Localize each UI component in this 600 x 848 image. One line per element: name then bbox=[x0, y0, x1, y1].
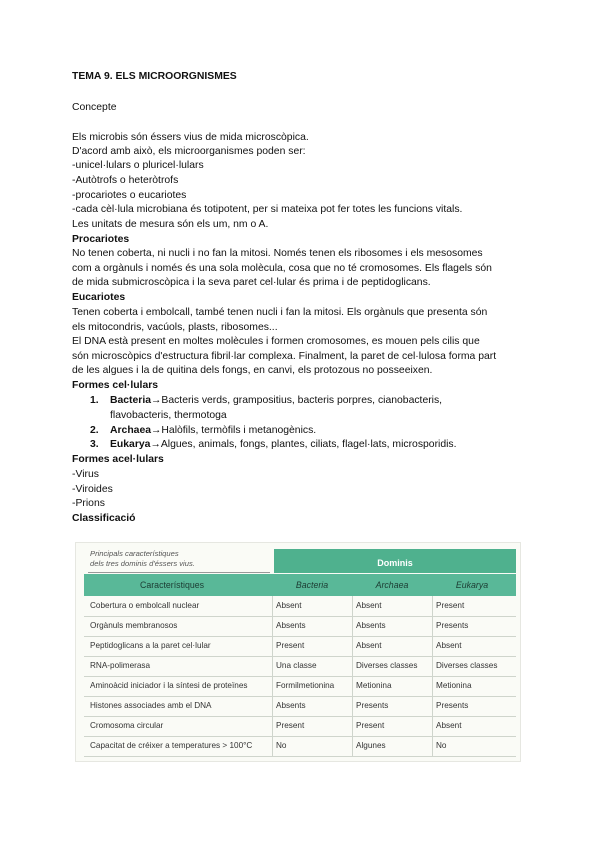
eucariotes-line: Tenen coberta i embolcall, també tenen nucli i fan la mitosi. Els orgànuls que presenta són bbox=[72, 307, 488, 318]
row-value: Absent bbox=[436, 721, 462, 730]
row-value: No bbox=[436, 741, 447, 750]
list-item-text: →Bacteris verds, grampositius, bacteris porpres, cianobacteris, bbox=[151, 395, 443, 406]
classificacio-heading: Classificació bbox=[72, 513, 136, 524]
eucariotes-line: El DNA està present en moltes molècules i formen cromosomes, es mouen pels cilis que bbox=[72, 336, 480, 347]
intro-line: -unicel·lulars o pluricel·lulars bbox=[72, 160, 204, 171]
intro-line: Els microbis són éssers vius de mida microscòpica. bbox=[72, 132, 309, 143]
row-characteristic: Histones associades amb el DNA bbox=[90, 701, 212, 710]
row-value: Presents bbox=[436, 701, 469, 710]
list-number: 3. bbox=[90, 439, 99, 450]
table-row bbox=[84, 736, 516, 757]
eucariotes-line: són microscòpics d'estructura fibril·lar complexa. Finalment, la paret de cel·lulosa forma part bbox=[72, 351, 497, 362]
list-item-text: →Algues, animals, fongs, plantes, ciliats, flagel·lats, microsporidis. bbox=[150, 439, 457, 450]
column-divider bbox=[432, 596, 433, 756]
col-header-eukarya: Eukarya bbox=[455, 580, 489, 590]
intro-line: -Autòtrofs o heteròtrofs bbox=[72, 175, 179, 186]
row-value: Formilmetionina bbox=[276, 681, 335, 690]
row-characteristic: Cromosoma circular bbox=[90, 721, 164, 730]
caption-line: Principals característiques bbox=[90, 549, 179, 558]
row-value: Absent bbox=[356, 601, 382, 610]
column-divider bbox=[352, 596, 353, 756]
list-item-name: Archaea bbox=[110, 425, 152, 436]
procariotes-line: No tenen coberta, ni nucli i no fan la mitosi. Només tenen els ribosomes i els mesosomes bbox=[72, 248, 483, 259]
column-divider bbox=[272, 596, 273, 756]
caption-divider bbox=[88, 572, 270, 573]
table-row bbox=[84, 696, 516, 717]
row-value: Present bbox=[276, 721, 305, 730]
row-characteristic: RNA-polimerasa bbox=[90, 661, 151, 670]
row-value: Metionina bbox=[436, 681, 472, 690]
row-value: Presents bbox=[436, 621, 469, 630]
eucariotes-line: de les algues i la de quitina dels fongs, en canvi, els protozous no posseeixen. bbox=[72, 365, 433, 376]
row-characteristic: Capacitat de créixer a temperatures > 100°C bbox=[90, 741, 253, 750]
table-row bbox=[84, 596, 516, 617]
intro-line: -procariotes o eucariotes bbox=[72, 190, 187, 201]
col-header-archaea: Archaea bbox=[375, 580, 409, 590]
acellular-item: -Viroides bbox=[72, 484, 113, 495]
row-value: Absents bbox=[356, 621, 386, 630]
concepte-heading: Concepte bbox=[72, 102, 117, 113]
formes-cellulars-heading: Formes cel·lulars bbox=[72, 380, 159, 391]
list-item-name: Eukarya bbox=[110, 439, 151, 450]
row-value: Presents bbox=[356, 701, 389, 710]
page-title: TEMA 9. ELS MICROORGNISMES bbox=[72, 71, 237, 82]
table-row bbox=[84, 716, 516, 737]
procariotes-line: de mida submicroscòpica i la seva paret cel·lular és prima i de peptidoglicans. bbox=[72, 277, 431, 288]
eucariotes-heading: Eucariotes bbox=[72, 292, 126, 303]
row-value: Absent bbox=[276, 601, 302, 610]
procariotes-line: com a orgànuls i només és una sola molècula, cosa que no té cromosomes. Els flagels són bbox=[72, 263, 492, 274]
caption-line: dels tres dominis d'éssers vius. bbox=[90, 559, 195, 568]
list-number: 2. bbox=[90, 425, 99, 436]
table-row bbox=[84, 636, 516, 657]
row-value: Diverses classes bbox=[436, 661, 498, 670]
table-row bbox=[84, 616, 516, 637]
list-item bbox=[90, 424, 316, 438]
dominis-header: Dominis bbox=[274, 549, 516, 573]
eucariotes-line: els mitocondris, vacúols, plasts, ribosomes... bbox=[72, 322, 278, 333]
row-value: Absents bbox=[276, 621, 306, 630]
procariotes-heading: Procariotes bbox=[72, 234, 130, 245]
list-item-name: Bacteria bbox=[110, 395, 152, 406]
table-header-row bbox=[84, 574, 516, 596]
row-value: Una classe bbox=[276, 661, 317, 670]
row-characteristic: Peptidoglicans a la paret cel·lular bbox=[90, 641, 211, 650]
formes-acellulars-heading: Formes acel·lulars bbox=[72, 454, 164, 465]
row-value: Diverses classes bbox=[356, 661, 418, 670]
acellular-item: -Virus bbox=[72, 469, 99, 480]
row-value: Present bbox=[276, 641, 305, 650]
acellular-item: -Prions bbox=[72, 498, 105, 509]
list-item bbox=[90, 438, 457, 452]
table-caption bbox=[90, 549, 195, 569]
row-characteristic: Cobertura o embolcall nuclear bbox=[90, 601, 200, 610]
domains-table bbox=[75, 542, 521, 762]
intro-line: D'acord amb això, els microorganismes poden ser: bbox=[72, 146, 306, 157]
row-value: No bbox=[276, 741, 287, 750]
list-item bbox=[90, 394, 442, 408]
row-value: Absent bbox=[356, 641, 382, 650]
row-value: Algunes bbox=[356, 741, 386, 750]
row-characteristic: Aminoàcid iniciador i la síntesi de proteïnes bbox=[90, 681, 248, 690]
col-header-caracteristiques: Característiques bbox=[140, 580, 205, 590]
row-characteristic: Orgànuls membranosos bbox=[90, 621, 178, 630]
intro-line: -cada cèl·lula microbiana és totipotent, per si mateixa pot fer totes les funcions vitals. bbox=[72, 204, 463, 215]
row-value: Absents bbox=[276, 701, 306, 710]
col-header-bacteria: Bacteria bbox=[295, 580, 329, 590]
intro-line: Les unitats de mesura són els um, nm o A. bbox=[72, 219, 269, 230]
row-value: Present bbox=[436, 601, 465, 610]
table-row bbox=[84, 656, 516, 677]
list-item-continuation: flavobacteris, thermotoga bbox=[110, 410, 227, 421]
row-value: Metionina bbox=[356, 681, 392, 690]
list-item-text: →Halòfils, termòfils i metanogènics. bbox=[151, 425, 317, 436]
row-value: Absent bbox=[436, 641, 462, 650]
table-row bbox=[84, 676, 516, 697]
list-number: 1. bbox=[90, 395, 99, 406]
row-value: Present bbox=[356, 721, 385, 730]
